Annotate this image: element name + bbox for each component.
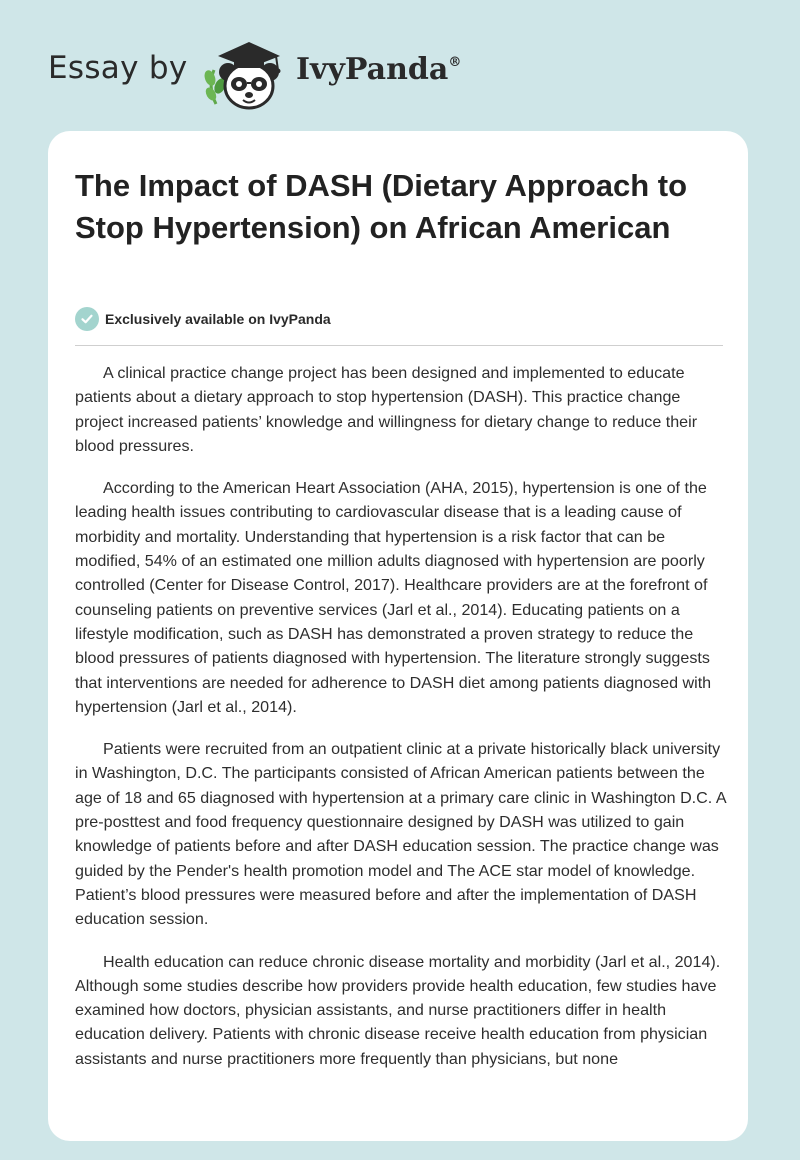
brand-logo-text[interactable] bbox=[296, 52, 461, 87]
panda-graduate-icon[interactable] bbox=[200, 36, 292, 112]
site-header bbox=[0, 0, 800, 130]
paragraph: Patients were recruited from an outpatient clinic at a private historically black university in Washington, D.C. The participants consisted of African American patients between the age of 18 and 65 diagnosed with hypertension at a primary care clinic in Washington D.C. A pre-posttest and food frequency questionnaire designed by DASH was utilized to gain knowledge of patients before and after DASH education session. The practice change was guided by the Pender's health promotion model and The ACE star model of knowledge. Patient’s blood pressures were measured before and after the implementation of DASH education session. bbox=[75, 740, 726, 929]
check-circle-icon bbox=[75, 307, 99, 331]
paragraph: Health education can reduce chronic disease mortality and morbidity (Jarl et al., 2014). Although some studies describe how providers provide health education, few studies have examined how doctors, physician assistants, and nurse practitioners differ in health education delivery. Patients with chronic disease receive health education from physician assistants and nurse practitioners more frequently than physicians, but none bbox=[75, 952, 721, 1068]
essay-by-label: Essay by bbox=[48, 50, 188, 86]
title-divider bbox=[75, 345, 723, 346]
paragraph: A clinical practice change project has been designed and implemented to educate patients about a dietary approach to stop hypertension (DASH). This practice change project increased patients’ knowledge and willingness for dietary change to reduce their blood pressures. bbox=[75, 364, 698, 455]
exclusive-badge bbox=[75, 306, 331, 332]
paragraph: According to the American Heart Association (AHA, 2015), hypertension is one of the leading health issues contributing to cardiovascular disease that is a leading cause of morbidity and mortality. Understanding that hypertension is a risk factor that can be modified, 54% of an estimated one million adults diagnosed with hypertension are poorly controlled (Center for Disease Control, 2017). Healthcare providers are at the forefront of counseling patients on preventive services (Jarl et al., 2014). Educating patients on a lifestyle modification, such as DASH has demonstrated a proven strategy to reduce the blood pressures of patients diagnosed with hypertension. The literature strongly suggests that interventions are needed for adherence to DASH diet among patients diagnosed with hypertension (Jarl et al., 2014). bbox=[75, 479, 712, 716]
trademark-symbol: ® bbox=[448, 55, 462, 70]
exclusive-label: Exclusively available on IvyPanda bbox=[105, 311, 331, 327]
essay-card bbox=[48, 131, 748, 1141]
essay-body bbox=[75, 361, 727, 1089]
brand-name: IvyPanda bbox=[296, 52, 449, 87]
essay-title: The Impact of DASH (Dietary Approach to Stop Hypertension) on African American bbox=[75, 168, 688, 245]
